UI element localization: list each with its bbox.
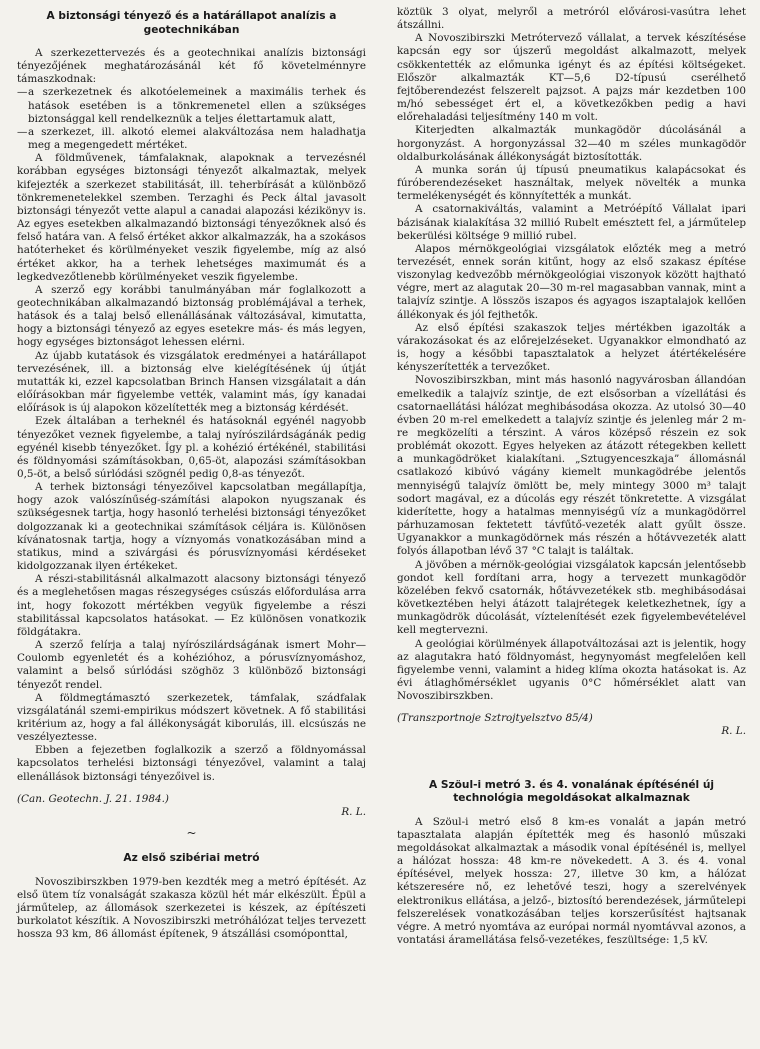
left-column [17, 6, 366, 942]
paragraph: A munka során új típusú pneumatikus kalapácsokat és fúróberendezéseket használtak, melyek növelték a munka termelékenységét és könnyítették a munkát. [397, 163, 746, 203]
source-citation: (Can. Geotechn. J. 21. 1984.) [17, 792, 169, 805]
paragraph: A szerző felírja a talaj nyírószilárdságának ismert Mohr—Coulomb egyenletét és a kohézióhoz, a pórusvíznyomáshoz, valamint a belső súrlódási szöghöz 3 különböző biztonsági tényezőt rendel. [17, 639, 366, 691]
article-siberian-metro [17, 852, 366, 941]
source-citation: (Transzportnoje Sztrojtyelsztvo 85/4) [397, 712, 593, 725]
dash-marker: — [17, 86, 28, 99]
article-title-line2: technológia megoldásokat alkalmaznak [453, 792, 690, 805]
list-item-text: a szerkezet, ill. alkotó elemei alakváltozása nem haladhatja meg a megengedett mértéket. [28, 125, 366, 152]
paragraph: A Szöul-i metró első 8 km-es vonalát a japán metró tapasztalata alapján építették meg és hasonló műszaki megoldásokat alkalmaztak a második vonal építésénél is, mellyel a hálózat hossza: 48 km-re növekedett. A 3. és 4. vonal építésével, melyek hossza: 27, illetve 30 km, a hálózat kétszeresére nő, ez lehetővé teszi, hogy a szerelvények elektronikus ellátása, a jelző-, biztosító berendezések, járműtelepi felszerelések vonatkozásában teljes korszerűsítést hajtsanak végre. A metró nyomtáva az európai normál nyomtávval azonos, a vontatási áramellátása felső-vezetékes, feszültsége: 1,5 kV. [397, 815, 746, 946]
paragraph: A geológiai körülmények állapotváltozásai azt is jelentik, hogy az alagutakra ható földnyomást, hegynyomást megfelelően kell figyelembe venni, valamint a hideg klíma okozta hatásokat is. Az évi átlaghőmérséklet ugyanis 0°C hőmérséklet alatt van Novoszibirszkben. [397, 637, 746, 703]
article-title-line2: geotechnikában [143, 23, 240, 36]
author-signature: R. L. [341, 805, 366, 818]
paragraph: Az első építési szakaszok teljes mértékben igazolták a várakozásokat és az előrejelzéseket. Ugyanakkor elmondható az is, hogy a későbbi tapasztalatok a helyzet átértékelésére kényszerítették a tervezőket. [397, 321, 746, 374]
paragraph: A csatornakiváltás, valamint a Metróépítő Vállalat ipari bázisának kialakítása 32 millió Rubelt emésztett fel, a járműtelep bekerülési költsége 9 millió rubel. [397, 203, 746, 242]
list-item [17, 86, 366, 125]
article-siberian-metro-continued [397, 6, 746, 739]
paragraph: Ebben a fejezetben foglalkozik a szerző a földnyomással kapcsolatos terhelési biztonsági tényezővel, valamint a talaj ellenállások biztonsági tényezőivel is. [17, 744, 366, 783]
paragraph: köztük 3 olyat, melyről a metróról elővárosi-vasútra lehet átszállni. [397, 6, 746, 32]
author-signature: R. L. [721, 725, 746, 738]
list-item [17, 126, 366, 152]
paragraph: A Novoszibirszki Metrótervező vállalat, a tervek készítésése kapcsán egy sor újszerű megoldást alkalmazott, melyek csökkentették az előmunka igényt és az építési költségeket. Először alkalmazták KT—5,6 D2-típusú cserélhető fejtőberendezést felszerelt pajzsot. A pajzs már kezdetben 100 m/hó sebességet ért el, a következőkben pedig a havi előrehaladási teljesítmény 140 m volt. [397, 32, 746, 124]
article-title-line1: A biztonsági tényező és a határállapot analízis a [46, 10, 337, 22]
paragraph: A szerző egy korábbi tanulmányában már foglalkozott a geotechnikában alkalmazandó biztonság problémájával a terhek, hatások és a talaj belső ellenállásának változásával, kimutatta, hogy a biztonsági tényező az egyes esetekre más- és más legyen, hogy egységes biztonságot lehessen elérni. [17, 283, 366, 349]
article-safety-factor [17, 10, 366, 840]
paragraph: A terhek biztonsági tényezőivel kapcsolatban megállapítja, hogy azok valószínűség-számítási alapokon nyugszanak és szükségesnek tartja, hogy hasonló terhelési biztonsági tényezőket dolgozzanak ki a geotechnikai számítások céljára is. Különösen kívánatosnak tartja, hogy a víznyomás vonatkozásában mind a statikus, mind a szivárgási és pórusvíznyomási kérdéseket kidolgozzanak ilyen értékeket. [17, 481, 366, 573]
paragraph: Az újabb kutatások és vizsgálatok eredményei a határállapot tervezésének, ill. a biztonság elve kielégítésének új útját mutatták ki, ezzel kapcsolatban Brinch Hansen vizsgálatait a dán előírásokban már figyelembe vették, valamint más, így kanadai előírások is új alapokon közelítették meg a biztonság kérdését. [17, 349, 366, 415]
article-gap [397, 739, 746, 779]
separator-tilde: ~ [186, 826, 197, 841]
list-item-text: a szerkezetnek és alkotóelemeinek a maximális terhek és hatások esetében is a tönkremenetel ellen a szükséges biztonsággal kell rendelkeznük a teljes élettartamuk alatt, [28, 86, 366, 125]
paragraph: Kiterjedten alkalmazták munkagödör dúcolásánál a horgonyzást. A horgonyzással 32—40 m széles munkagödör oldalburkolásának állékonyságát biztosították. [397, 124, 746, 163]
paragraph: A részi-stabilitásnál alkalmazott alacsony biztonsági tényező és a meglehetősen magas részegységes csúszás előfordulása arra int, hogy fokozott mértékben vegyük figyelembe a részi stabilitással kapcsolatos hatásokat. — Ez különösen vonatkozik földgátakra. [17, 573, 366, 638]
right-column [397, 6, 746, 947]
paragraph: Novoszibirszkban, mint más hasonló nagyvárosban állandóan emelkedik a talajvíz szintje, de ezt elsősorban a vízellátási és csatornaellátási hálózat meghibásodása okozza. Az utolsó 30—40 évben 20 m-rel emelkedett a talajvíz szintje és jelenleg már 2 m-re megközelíti a térszint. A város középső részein ez sok problémát okozott. Egyes helyeken az átázott rétegekben kellett a munkagödröket kialakítani. „Sztugyenceszkaja” állomásnál csatlakozó kibúvó vágány kiemelt munkagödrébe jelentős mennyiségű talajvíz ömlött be, mely mintegy 3000 m³ talajt sodort magával, ez a dúcolás egy részét tönkretette. A vizsgálat kiderítette, hogy a hatalmas mennyiségű víz a munkagödörrel párhuzamosan fektetett távfűtő-vezeték alatt gyűlt össze. Ugyanakkor a munkagödörnek más részén a hőtávvezeték alatt folyós állapotban lévő 37 °C talajt is találtak. [397, 374, 746, 558]
article-title-line1: A Szöul-i metró 3. és 4. vonalának építésénél új [428, 778, 715, 791]
article-title [17, 10, 366, 37]
dash-marker: — [17, 125, 28, 138]
article-title [397, 779, 746, 806]
article-title: Az első szibériai metró [123, 852, 260, 865]
article-seoul-metro [397, 779, 746, 948]
paragraph: Alapos mérnökgeológiai vizsgálatok előzték meg a metró tervezését, ennek során kitűnt, hogy az első szakasz építése viszonylag kedvezőbb mérnökgeológiai viszonyok között hajtható végre, mert az alagutak 20—30 m-rel magasabban vannak, mint a talajvíz szintje. A lösszös iszapos és agyagos iszaptalajok kellően állékonyak és jól fejthetők. [397, 242, 746, 321]
paragraph: Ezek általában a terheknél és hatásoknál egyénél nagyobb tényezőket veznek figyelembe, a talaj nyírószilárdságánák pedig egyénél kisebb tényezőket. Így pl. a kohézió értékénél, stabilitási és földnyomási számításokban, 0,65-öt, alapozási számításokban 0,5-öt, a belső súrlódási szögnél pedig 0,8-as tényezőt. [17, 415, 366, 480]
paragraph: A szerkezettervezés és a geotechnikai analízis biztonsági tényezőjének meghatározásánál két fő követelménnyre támaszkodnak: [17, 47, 366, 86]
paragraph: A földmegtámasztó szerkezetek, támfalak, szádfalak vizsgálatánál szemi-empirikus módszert követnek. A fő stabilitási kritérium az, hogy a fal állékonyságát kiborulás, ill. elcsúszás ne veszélyeztesse. [17, 691, 366, 744]
paragraph: A földművenek, támfalaknak, alapoknak a tervezésnél korábban egységes biztonsági tényezőt alkalmaztak, melyek kifejezték a szerkezet stabilitását, ill. teherbírását a különböző tönkremenetelekkel szemben. Terzaghi és Peck által javasolt biztonsági tényezőt vette alapul a canadai alapozási kézikönyv is. Az egyes esetekben alkalmazandó biztonsági tényezőknek alsó és felső határa van. A felső értéket akkor alkalmazzák, ha a szokásos hatóterheket és körülményeket veszik figyelembe, míg az alsó értéket akkor, ha a terhek lehetséges maximumát és a legkedvezőtlenebb körülményeket veszik figyelembe. [17, 152, 366, 283]
paragraph: Novoszibirszkben 1979-ben kezdték meg a metró építését. Az első ütem tíz vonalságát szakasza közül hét már elkészült. Épül a járműtelep, az állomások szerkezetei is készek, az építészeti burkolatot készítik. A Novoszibirszki metróhálózat teljes tervezett hossza 93 km, 86 állomást építenek, 9 átszállási csomóponttal, [17, 875, 366, 941]
paragraph: A jövőben a mérnök-geológiai vizsgálatok kapcsán jelentősebb gondot kell fordítani arra, hogy a tervezett munkagödör közelében fekvő csatornák, hőtávvezetékek stb. meghibásodásai következtében helyi átázott talajrétegek keletkezhetnek, így a munkagödrök dúcolását, víztelenítését ezek figyelembevételével kell megtervezni. [397, 558, 746, 637]
